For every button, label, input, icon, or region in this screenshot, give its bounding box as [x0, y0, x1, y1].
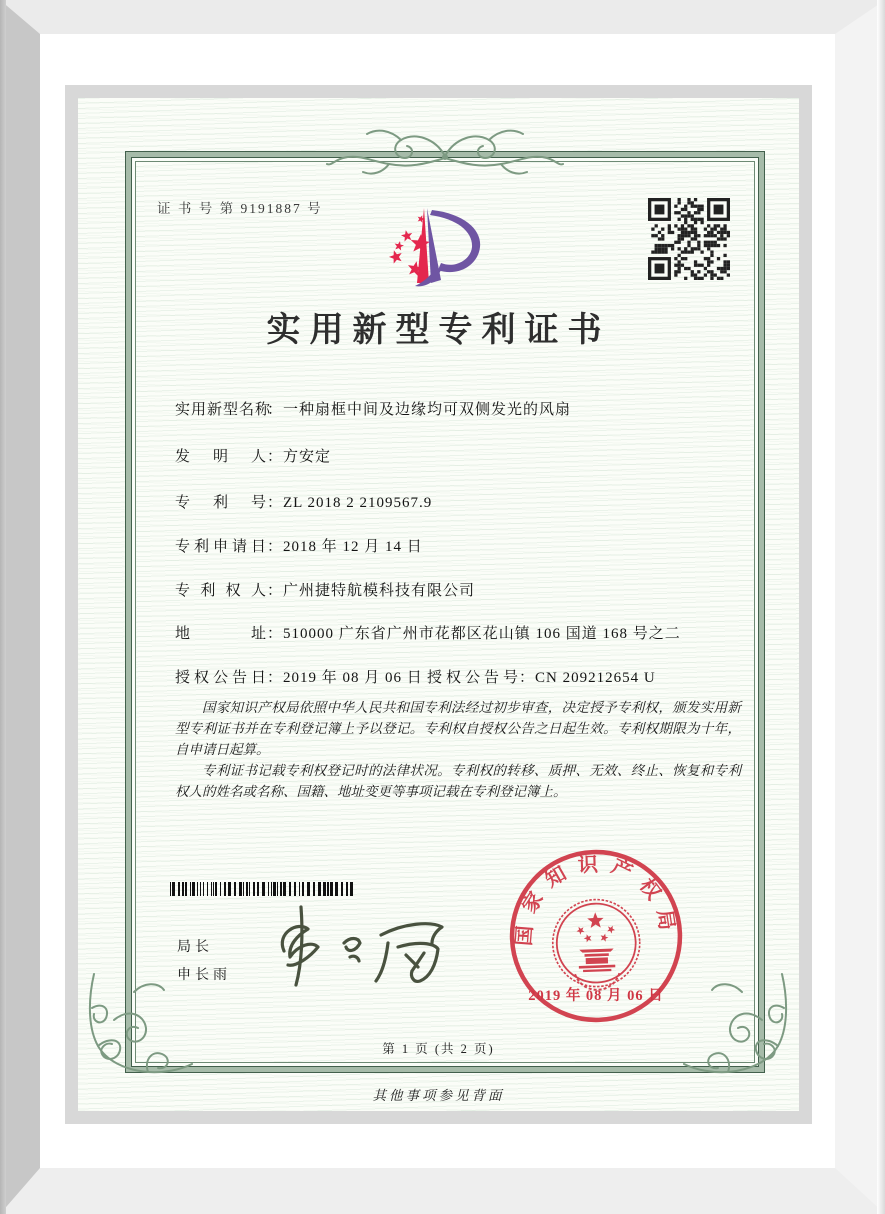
- seal-date: 2019 年 08 月 06 日: [528, 988, 664, 1004]
- page-indicator: 第 1 页 (共 2 页): [382, 1042, 495, 1056]
- field-label: 授权公告日: [175, 670, 267, 686]
- certificate-number: 证 书 号 第 9191887 号: [157, 201, 323, 216]
- footer-note: 其他事项参见背面: [372, 1088, 505, 1103]
- frame-right-edge: [877, 0, 885, 1214]
- field-label: 实用新型名称: [175, 402, 272, 418]
- grant-no: CN 209212654 U: [535, 670, 656, 686]
- field-value: 方安定: [283, 449, 332, 465]
- field-value: 一种扇框中间及边缘均可双侧发光的风扇: [283, 402, 572, 418]
- commissioner-title: 局长: [177, 938, 213, 954]
- field-label: 发明人: [175, 449, 267, 465]
- mat-opening: [65, 85, 812, 1124]
- field-value: 2018 年 12 月 14 日: [283, 539, 423, 555]
- qr-code: [648, 198, 730, 280]
- certificate-paper: [78, 98, 799, 1111]
- grant-date: 2019 年 08 月 06 日: [283, 670, 423, 686]
- field-row-filing-date: 专利申请日：2018 年 12 月 14 日: [175, 535, 755, 556]
- field-row-inventor: 发明人：方安定: [175, 445, 755, 466]
- commissioner-name: 申长雨: [177, 966, 231, 982]
- field-label: 专利申请日: [175, 539, 267, 555]
- field-label: 授权公告号: [427, 670, 519, 686]
- legal-text: [175, 697, 741, 802]
- field-row-patent-no: 专利号：ZL 2018 2 2109567.9: [175, 491, 755, 512]
- national-emblem-icon: [551, 898, 641, 991]
- field-label: 专利权人: [175, 583, 267, 599]
- field-row-patentee: 专利权人：广州捷特航模科技有限公司: [175, 579, 755, 600]
- field-label: 专利号: [175, 495, 267, 511]
- field-value: 广州捷特航模科技有限公司: [283, 583, 476, 599]
- field-value: ZL 2018 2 2109567.9: [283, 495, 433, 511]
- commissioner-signature: [246, 893, 481, 998]
- seal-text: 国家知识产权局: [513, 853, 680, 947]
- certificate-title: 实用新型专利证书: [266, 312, 611, 349]
- frame-left-edge: [0, 0, 6, 1214]
- field-value: 510000 广东省广州市花都区花山镇 106 国道 168 号之二: [283, 626, 681, 642]
- field-row-name: 实用新型名称：一种扇框中间及边缘均可双侧发光的风扇: [175, 398, 755, 419]
- field-row-address: 地址：510000 广东省广州市花都区花山镇 106 国道 168 号之二: [175, 622, 755, 643]
- field-label: 地址: [175, 626, 267, 642]
- grant-no-pair: 授权公告号：CN 209212654 U: [427, 666, 656, 687]
- cnipa-logo-icon: [374, 186, 492, 298]
- legal-paragraph-2: 专利证书记载专利权登记时的法律状况。专利权的转移、质押、无效、终止、恢复和专利权人的姓名或名称、国籍、地址变更等事项记载在专利登记簿上。: [175, 763, 741, 799]
- legal-paragraph-1: 国家知识产权局依照中华人民共和国专利法经过初步审查，决定授予专利权，颁发实用新型专利证书并在专利登记簿上予以登记。专利权自授权公告之日起生效。专利权期限为十年，自申请日起算。: [175, 700, 741, 757]
- field-row-grant: 授权公告日：2019 年 08 月 06 日 授权公告号：CN 209212654 U: [175, 666, 755, 687]
